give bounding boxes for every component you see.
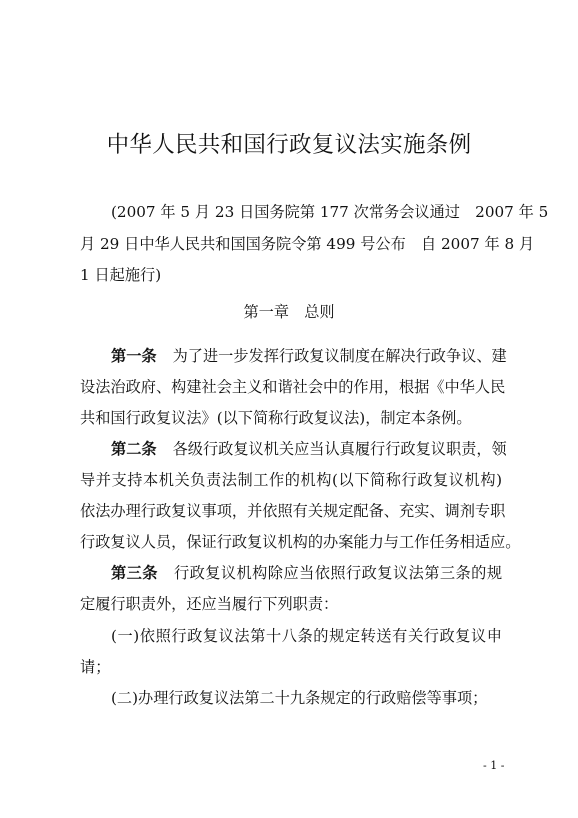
- article-number: 第一条: [111, 347, 157, 365]
- article-text: 为了进一步发挥行政复议制度在解决行政争议、建: [172, 347, 507, 365]
- article-line: 定履行职责外，还应当履行下列职责：: [80, 595, 339, 613]
- article-line: [111, 344, 507, 368]
- article-number: 第三条: [111, 564, 158, 582]
- list-item-line: (一)依照行政复议法第十八条的规定转送有关行政复议申: [111, 627, 502, 645]
- list-item-line: (二)办理行政复议法第二十九条规定的行政赔偿等事项；: [111, 689, 488, 707]
- article-line: 行政复议人员，保证行政复议机构的办案能力与工作任务相适应。: [80, 533, 521, 551]
- preamble-line: 月 29 日中华人民共和国国务院令第 499 号公布 自 2007 年 8 月: [80, 235, 535, 253]
- article-line: [111, 437, 507, 461]
- article-line: [111, 561, 502, 585]
- article-line: 共和国行政复议法》(以下简称行政复议法)，制定本条例。: [80, 409, 472, 427]
- article-line: 依法办理行政复议事项，并依照有关规定配备、充实、调剂专职: [80, 502, 506, 520]
- article-text: 各级行政复议机关应当认真履行行政复议职责，领: [172, 440, 507, 458]
- article-text: 行政复议机构除应当依照行政复议法第三条的规: [173, 564, 503, 582]
- preamble-line: 1 日起施行): [80, 266, 162, 284]
- page-number: - 1 -: [483, 759, 505, 772]
- chapter-heading: 第一章 总则: [243, 303, 335, 321]
- preamble-line: (2007 年 5 月 23 日国务院第 177 次常务会议通过 2007 年 5: [111, 203, 549, 221]
- document-title: 中华人民共和国行政复议法实施条例: [106, 132, 472, 158]
- article-number: 第二条: [111, 440, 157, 458]
- article-line: 设法治政府、构建社会主义和谐社会中的作用，根据《中华人民: [80, 378, 506, 396]
- article-line: 导并支持本机关负责法制工作的机构(以下简称行政复议机构): [80, 471, 502, 489]
- list-item-line: 请；: [80, 658, 111, 676]
